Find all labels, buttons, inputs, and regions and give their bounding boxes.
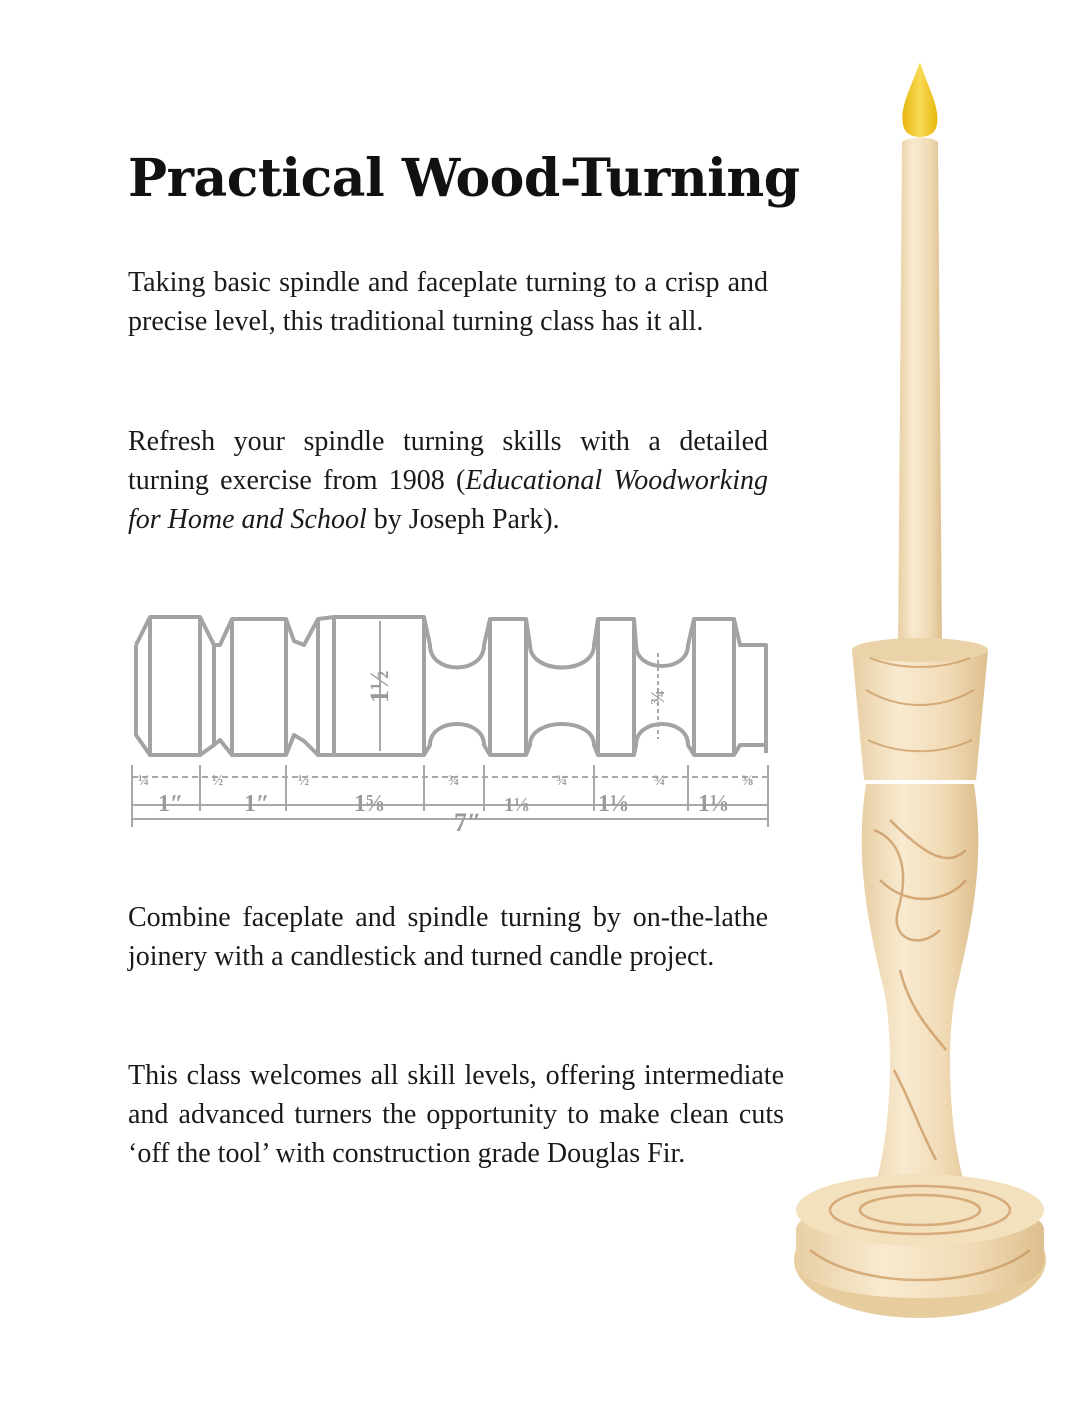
flame-icon	[902, 62, 937, 137]
small-dim-2: ½	[212, 773, 224, 789]
small-dim-4: ¾	[448, 773, 460, 789]
candlestick-photo	[770, 50, 1070, 1350]
small-dim-5: ¾	[556, 773, 568, 789]
page-title: Practical Wood-Turning	[128, 148, 800, 209]
book-title: Educational Woodworking for Home and School	[128, 465, 768, 535]
length-dim-3: 1⅝	[354, 791, 384, 817]
small-dim-6: ¾	[654, 773, 666, 789]
small-dim-7: ⅜	[742, 773, 754, 789]
spindle-turning-diagram	[128, 605, 773, 840]
small-height-label: ¾	[647, 690, 669, 705]
small-dim-1: ¼	[138, 773, 150, 789]
candlestick-paragraph: Combine faceplate and spindle turning by on-the-lathe joinery with a candlestick and turned candle project.	[128, 902, 768, 972]
skill-levels-paragraph: This class welcomes all skill levels, offering intermediate and advanced turners the opportunity to make clean cuts ‘off the tool’ with construction grade Douglas Fir.	[128, 1060, 784, 1169]
total-length-label: 7ʺ	[454, 808, 480, 837]
spindle-exercise-paragraph	[128, 422, 768, 539]
length-dim-1: 1ʺ	[158, 791, 182, 817]
p2-text-before: Refresh your spindle turning skills with a detailed turning exercise from 1908 (	[128, 426, 768, 496]
intro-paragraph: Taking basic spindle and faceplate turning to a crisp and precise level, this traditional turning class has it all.	[128, 267, 768, 337]
height-label: 1½	[365, 670, 394, 703]
length-dim-2: 1ʺ	[244, 791, 268, 817]
p2-text-after: by Joseph Park).	[366, 504, 560, 535]
length-dim-5: 1⅛	[598, 791, 628, 817]
length-dim-4: 1⅛	[504, 794, 529, 816]
small-dim-3: ½	[298, 773, 310, 789]
length-dim-6: 1⅛	[698, 791, 728, 817]
